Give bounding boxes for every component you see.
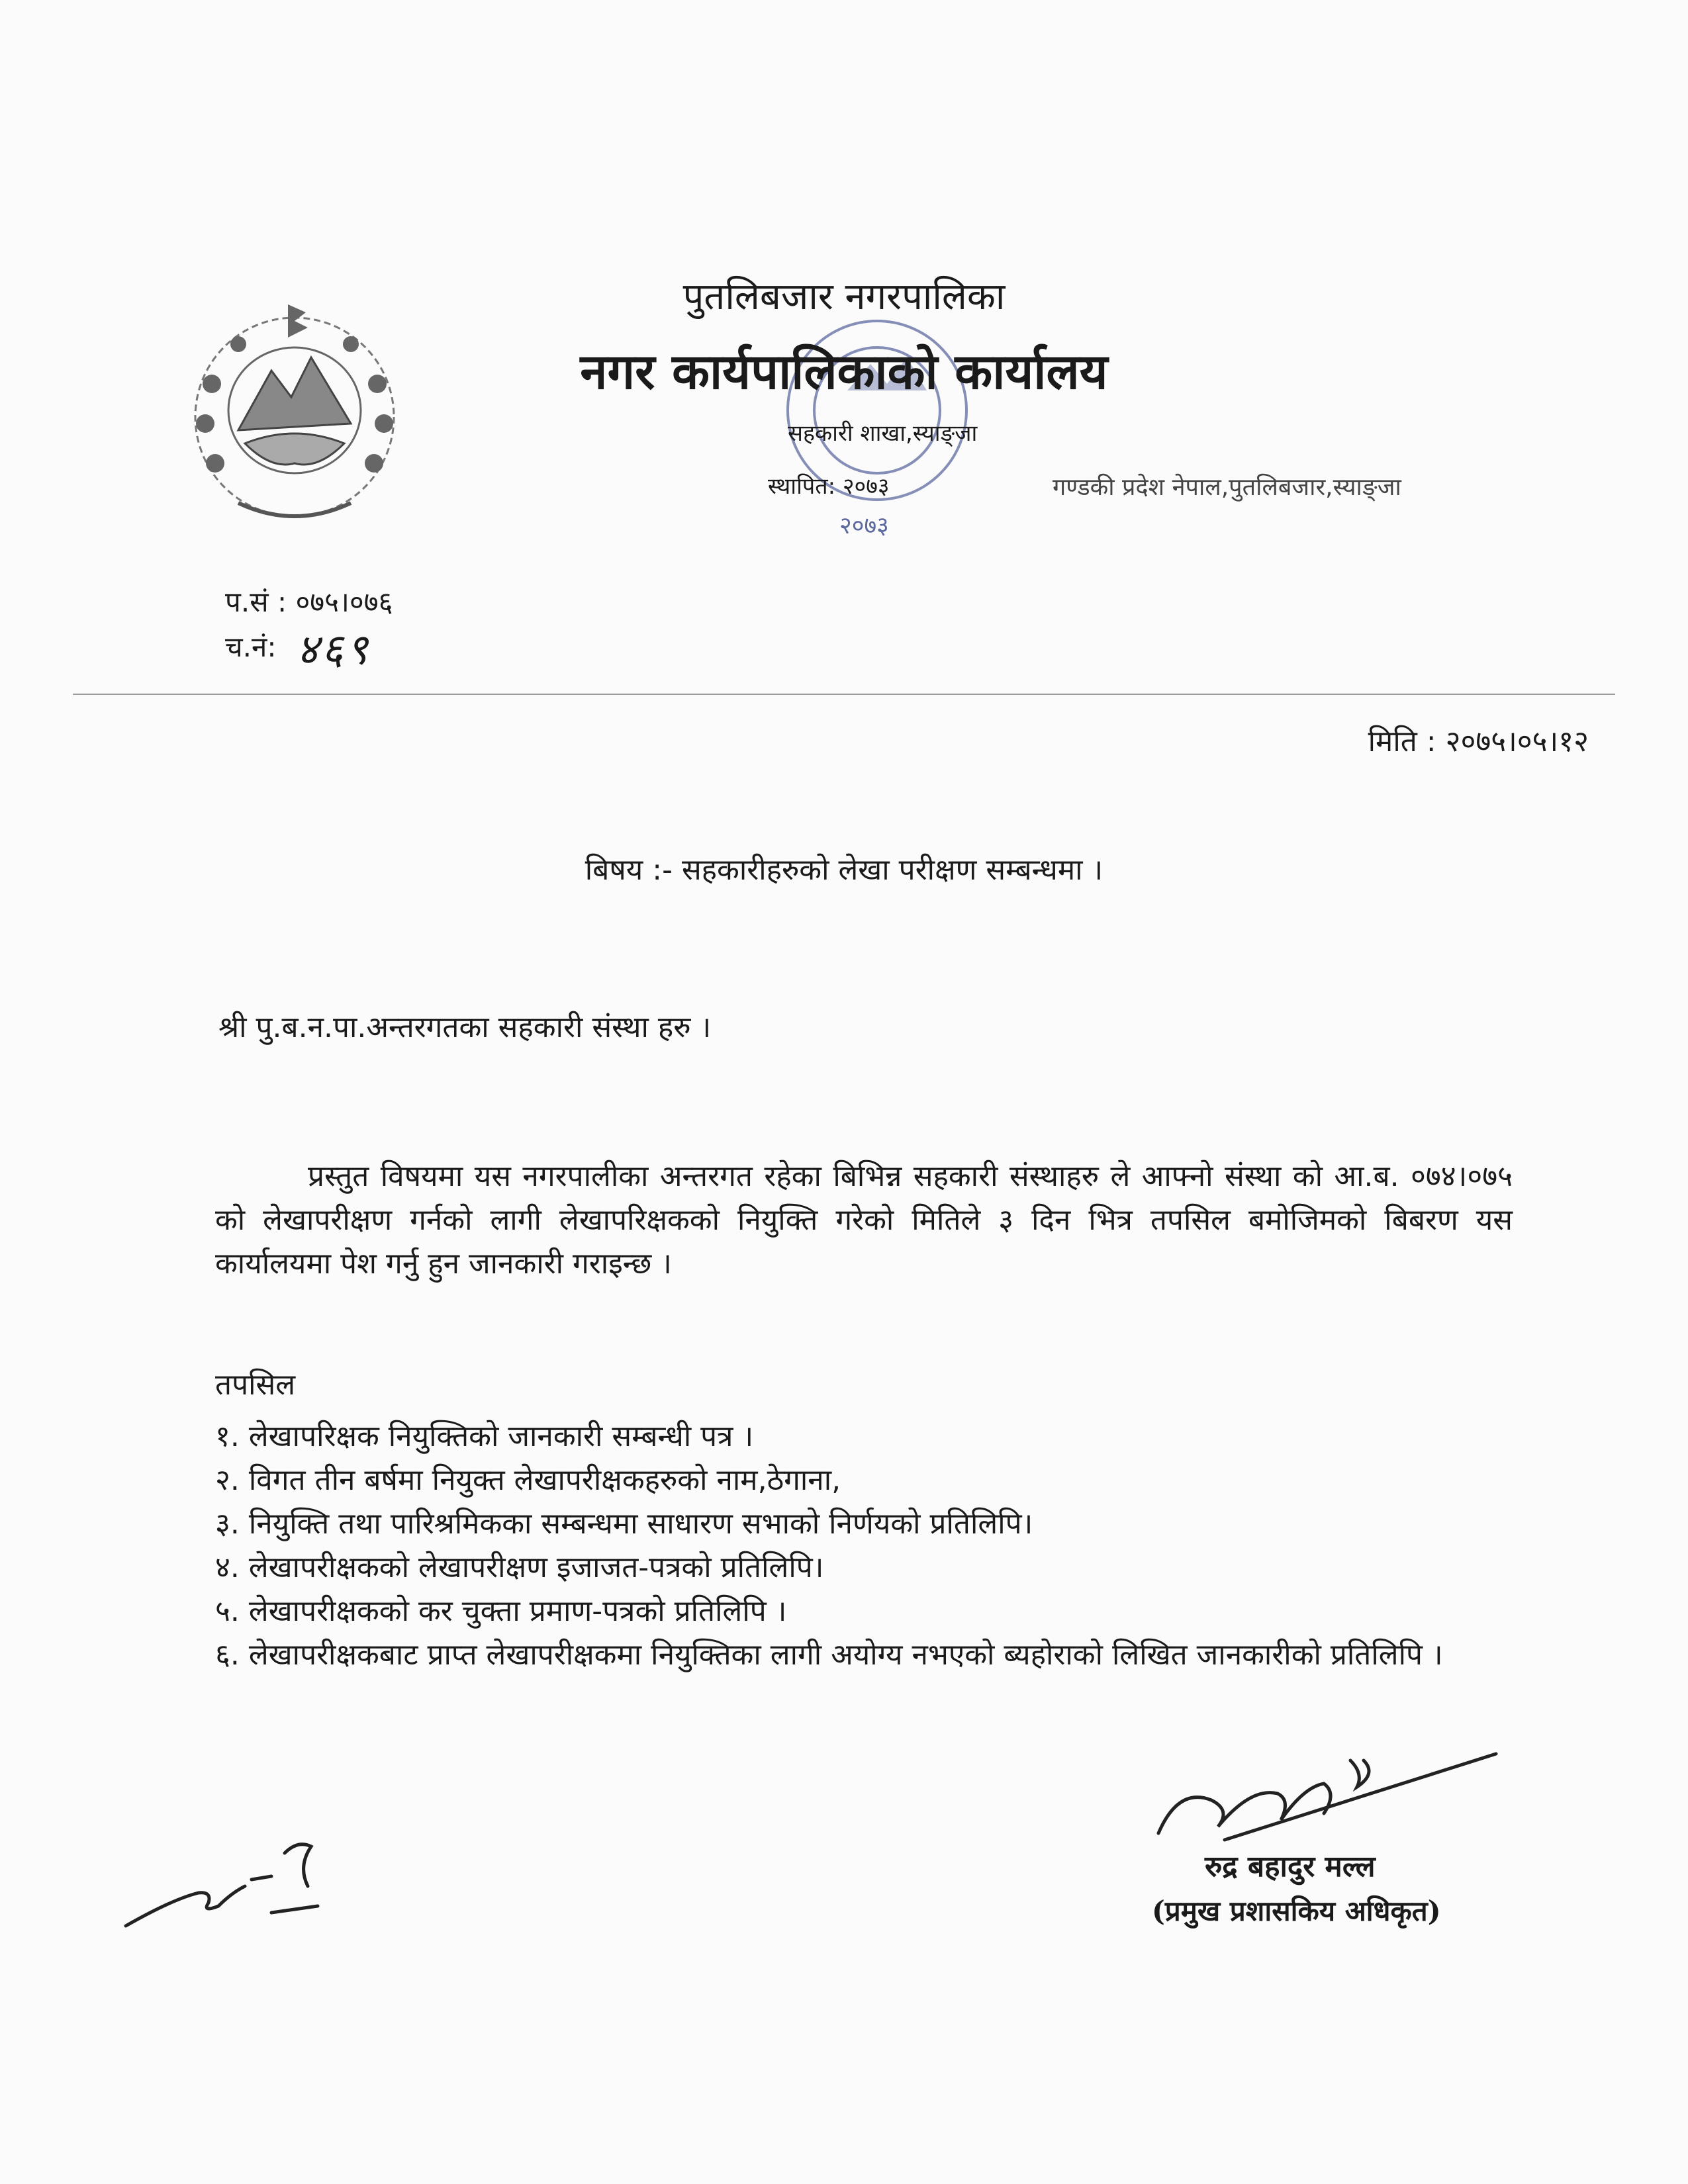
letter-body: प्रस्तुत विषयमा यस नगरपालीका अन्तरगत रहेका बिभिन्न सहकारी संस्थाहरु ले आफ्नो संस्था को आ.ब. ०७४।०७५ को लेखापरीक्षण गर्नको लागी लेखापरिक्षकको नियुक्ति गरेको मितिले ३ दिन भित्र तपसिल बमोजिमको बिबरण यस कार्यालयमा पेश गर्नु हुन जानकारी गराइन्छ । bbox=[215, 1160, 1513, 1281]
tapasil-list bbox=[215, 1415, 1513, 1677]
stamp-year: २०७३ bbox=[839, 512, 889, 539]
list-item: ५. लेखापरीक्षकको कर चुक्ता प्रमाण-पत्रको प्रतिलिपि । bbox=[215, 1594, 787, 1628]
list-item: २. विगत तीन बर्षमा नियुक्त लेखापरीक्षकहरुको नाम,ठेगाना, bbox=[215, 1463, 841, 1497]
signer-title: (प्रमुख प्रशासकिय अधिकृत) bbox=[1152, 1895, 1441, 1927]
reference-number: प.सं : ०७५।०७६ bbox=[225, 586, 393, 618]
dispatch-label: च.नं: bbox=[225, 631, 277, 663]
signer-name: रुद्र बहादुर मल्ल bbox=[1205, 1850, 1376, 1884]
initials-signature-icon bbox=[119, 1813, 344, 1946]
nepal-emblem-icon bbox=[165, 291, 424, 536]
established-year: स्थापित: २०७३ bbox=[768, 473, 890, 500]
section-name: सहकारी शाखा,स्याङ्जा bbox=[788, 420, 978, 447]
municipality-name: पुतलिबजार नगरपालिका bbox=[682, 275, 1006, 318]
list-item: ३. नियुक्ति तथा पारिश्रमिकका सम्बन्धमा साधारण सभाको निर्णयको प्रतिलिपि। bbox=[215, 1507, 1033, 1541]
list-item: १. लेखापरिक्षक नियुक्तिको जानकारी सम्बन्धी पत्र । bbox=[215, 1420, 754, 1453]
letter-date: मिति : २०७५।०५।१२ bbox=[1368, 725, 1589, 758]
officer-signature-icon bbox=[1139, 1747, 1509, 1853]
tapasil-heading: तपसिल bbox=[215, 1368, 296, 1402]
list-item: ४. लेखापरीक्षकको लेखापरीक्षण इजाजत-पत्रको प्रतिलिपि। bbox=[215, 1551, 824, 1584]
letter-subject: बिषय :- सहकारीहरुको लेखा परीक्षण सम्बन्धमा । bbox=[585, 853, 1103, 887]
office-address: गण्डकी प्रदेश नेपाल,पुतलिबजार,स्याङ्जा bbox=[1053, 474, 1401, 501]
header-divider bbox=[73, 694, 1615, 695]
list-item: ६. लेखापरीक्षकबाट प्राप्त लेखापरीक्षकमा नियुक्तिका लागी अयोग्य नभएको ब्यहोराको लिखित जानकारीको प्रतिलिपि । bbox=[215, 1638, 1443, 1672]
letter-recipient: श्री पु.ब.न.पा.अन्तरगतका सहकारी संस्था हरु । bbox=[218, 1011, 712, 1044]
office-name: नगर कार्यपालिकाको कार्यालय bbox=[580, 343, 1108, 400]
dispatch-number: ४६९ bbox=[297, 625, 371, 674]
